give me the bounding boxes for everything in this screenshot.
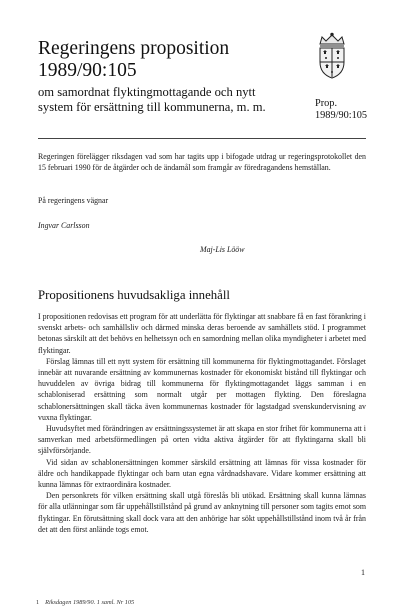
body-paragraph: Förslag lämnas till ett nytt system för ersättning till kommunerna för flyktingmottagandet. Förslaget innebär att nuvarande ersättning av kommunernas kostnader för ekonomiskt bistånd till flyktingar och huvuddelen av övriga bidrag till kommunerna för flyktingmottagandet läggs samman i en schabloniserad ersättning som normalt utgår per mottagen flykting. Den föreslagna schablonersättningen skall täcka även kommunernas kostnader för lagstadgad svenskundervisning av vuxna flyktingar.: [38, 356, 366, 422]
section-body: [38, 311, 366, 535]
title-line-2: 1989/90:105: [38, 60, 137, 81]
header-divider: [38, 138, 366, 139]
footer-number: 1: [36, 599, 40, 606]
document-subtitle: [38, 85, 266, 114]
section-heading: Propositionens huvudsakliga innehåll: [38, 288, 230, 302]
title-line-1: Regeringens proposition: [38, 38, 230, 59]
on-behalf-line: På regeringens vägnar: [38, 196, 109, 205]
page-number: 1: [361, 568, 365, 577]
intro-paragraph: Regeringen förelägger riksdagen vad som har tagits upp i bifogade utdrag ur regeringsprotokollet den 15 februari 1990 för de åtgärder och de ändamål som framgår av föredragandens hemställan.: [38, 152, 366, 172]
body-paragraph: Vid sidan av schablonersättningen kommer särskild ersättning att lämnas för vissa kostnader för äldre och handikappade flyktingar och barn utan egna vårdnadshavare. Vidare kommer ersättning att kunna lämnas för extraordinära kostnader.: [38, 457, 366, 490]
swedish-royal-crest-icon: [310, 32, 354, 80]
signature-prime-minister: Ingvar Carlsson: [38, 221, 90, 230]
signature-minister: Maj-Lis Lööw: [200, 245, 245, 254]
proposition-reference: [315, 98, 367, 122]
subtitle-line-2: system för ersättning till kommunerna, m. m.: [38, 99, 266, 114]
document-title: [38, 38, 229, 82]
subtitle-line-1: om samordnat flyktingmottagande och nytt: [38, 85, 256, 99]
footer: [36, 599, 134, 606]
body-paragraph: I propositionen redovisas ett program för att underlätta för flyktingar att snabbare få en fast förankring i svenskt arbets- och samhällsliv och därmed minska deras beroende av samhällets stöd. I programmet betonas särskilt att det behövs en helhetssyn och en samordning mellan olika myndigheter i arbetet med flyktingar.: [38, 312, 366, 355]
prop-number: 1989/90:105: [315, 110, 368, 121]
body-paragraph: Den personkrets för vilken ersättning skall utgå föreslås bli utökad. Ersättning skall kunna lämnas för alla utlänningar som får uppehållstillstånd på grund av anknytning till personer som tagits emot som flyktingar. En förutsättning skall dock vara att den anhörige har sökt uppehållstillstånd inom två år från det att den först anlände togs emot.: [38, 491, 366, 534]
footer-text: Riksdagen 1989/90. 1 saml. Nr 105: [45, 599, 135, 606]
body-paragraph: Huvudsyftet med förändringen av ersättningssystemet är att skapa en stor frihet för kommunerna att i samverkan med arbetsförmedlingen på orten vidta aktiva åtgärder för att flyktingarna skall bli självförsörjande.: [38, 424, 366, 456]
prop-label: Prop.: [315, 98, 338, 109]
